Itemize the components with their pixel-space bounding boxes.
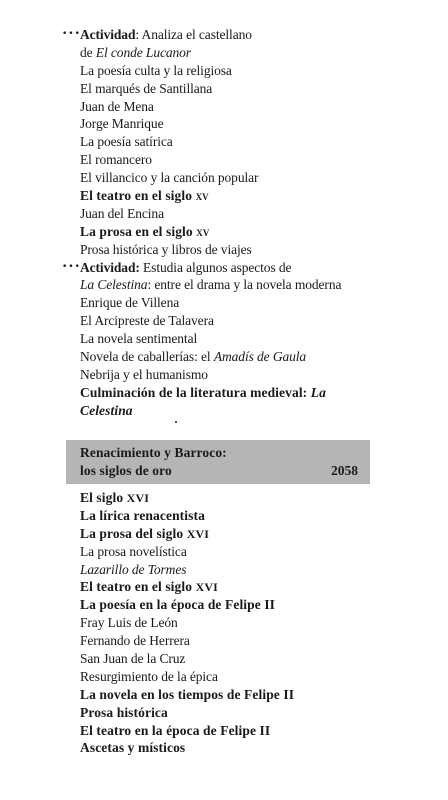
toc-entry[interactable]: San Juan de la Cruz — [80, 651, 186, 667]
toc-heading[interactable]: El teatro en la época de Felipe II — [80, 722, 271, 738]
heading-text: Culminación de la literatura medieval: — [80, 384, 311, 400]
toc-heading[interactable] — [80, 384, 440, 402]
chapter-band[interactable] — [66, 440, 370, 484]
toc-heading[interactable] — [80, 578, 440, 596]
toc-entry[interactable] — [80, 348, 440, 366]
work-title: Lazarillo de Tormes — [80, 561, 187, 577]
work-title: Amadís de Gaula — [213, 349, 307, 365]
toc-entry[interactable]: Nebrija y el humanismo — [80, 366, 208, 382]
chapter-title-line: Renacimiento y Barroco: — [80, 445, 227, 460]
activity-text: de — [80, 44, 96, 60]
heading-text: El siglo — [80, 490, 124, 505]
toc-heading[interactable]: La lírica renacentista — [80, 507, 205, 523]
heading-text: La prosa en el siglo — [80, 223, 193, 239]
medieval-entries — [80, 26, 440, 420]
activity-text: : entre el drama y la novela moderna — [147, 277, 342, 293]
print-speck — [175, 421, 177, 423]
activity-entry[interactable] — [80, 26, 440, 44]
toc-entry[interactable]: La poesía satírica — [80, 134, 173, 150]
chapter-page-number: 2058 — [331, 462, 358, 478]
activity-label: Actividad: — [80, 259, 140, 275]
toc-entry[interactable]: Prosa histórica y libros de viajes — [80, 241, 252, 257]
work-title: La Celestina — [80, 277, 148, 293]
heading-text: El teatro en el siglo — [80, 188, 193, 204]
century-numeral: XVI — [186, 526, 209, 541]
century-numeral: xv — [195, 188, 209, 204]
toc-entry[interactable]: Resurgimiento de la épica — [80, 668, 218, 684]
heading-text: La prosa del siglo — [80, 525, 184, 541]
century-numeral: XVI — [126, 491, 149, 505]
toc-entry[interactable]: La prosa novelística — [80, 543, 187, 559]
toc-heading[interactable] — [80, 187, 440, 205]
toc-entry[interactable]: Fray Luis de León — [80, 615, 178, 631]
chapter-title — [80, 444, 227, 479]
toc-entry[interactable]: Fernando de Herrera — [80, 633, 190, 649]
toc-heading[interactable] — [80, 223, 440, 241]
toc-entry[interactable]: Juan del Encina — [80, 205, 164, 221]
toc-entry[interactable]: Enrique de Villena — [80, 295, 180, 311]
chapter-title-line: los siglos de oro — [80, 462, 172, 478]
toc-entry[interactable]: La novela sentimental — [80, 331, 198, 347]
toc-heading[interactable] — [80, 489, 440, 507]
heading-text: El teatro en el siglo — [80, 579, 193, 595]
century-numeral: xv — [196, 223, 210, 239]
golden-age-entries — [80, 489, 440, 757]
activity-text: Estudia algunos aspectos de — [139, 259, 292, 275]
toc-heading[interactable]: La novela en los tiempos de Felipe II — [80, 686, 295, 702]
entry-text: Novela de caballerías: el — [80, 349, 214, 365]
toc-entry[interactable]: El villancico y la canción popular — [80, 170, 259, 186]
toc-entry[interactable]: El romancero — [80, 152, 152, 168]
toc-heading[interactable] — [80, 525, 440, 543]
toc-entry[interactable]: El Arcipreste de Talavera — [80, 313, 214, 329]
activity-entry[interactable] — [80, 259, 440, 277]
toc-entry[interactable]: Juan de Mena — [80, 98, 154, 114]
work-title: El conde Lucanor — [95, 44, 191, 60]
work-title: La — [310, 384, 326, 400]
toc-heading[interactable]: Prosa histórica — [80, 704, 168, 720]
toc-entry[interactable]: El marqués de Santillana — [80, 80, 213, 96]
activity-entry-continued[interactable] — [80, 276, 440, 294]
activity-text: : Analiza el castellano — [135, 27, 252, 42]
toc-heading[interactable]: La poesía en la época de Felipe II — [80, 597, 276, 613]
toc-heading[interactable]: Ascetas y místicos — [80, 740, 186, 756]
activity-bullet-icon: ••• — [62, 29, 81, 39]
century-numeral: XVI — [195, 580, 218, 595]
toc-entry[interactable] — [80, 561, 440, 579]
toc-entry[interactable]: Jorge Manrique — [80, 116, 164, 132]
activity-entry-continued[interactable] — [80, 44, 440, 62]
work-title: Celestina — [80, 402, 133, 418]
activity-label: Actividad — [80, 27, 136, 42]
toc-heading-continued[interactable] — [80, 402, 440, 420]
activity-bullet-icon: ••• — [62, 262, 81, 272]
toc-entry[interactable]: La poesía culta y la religiosa — [80, 62, 232, 78]
